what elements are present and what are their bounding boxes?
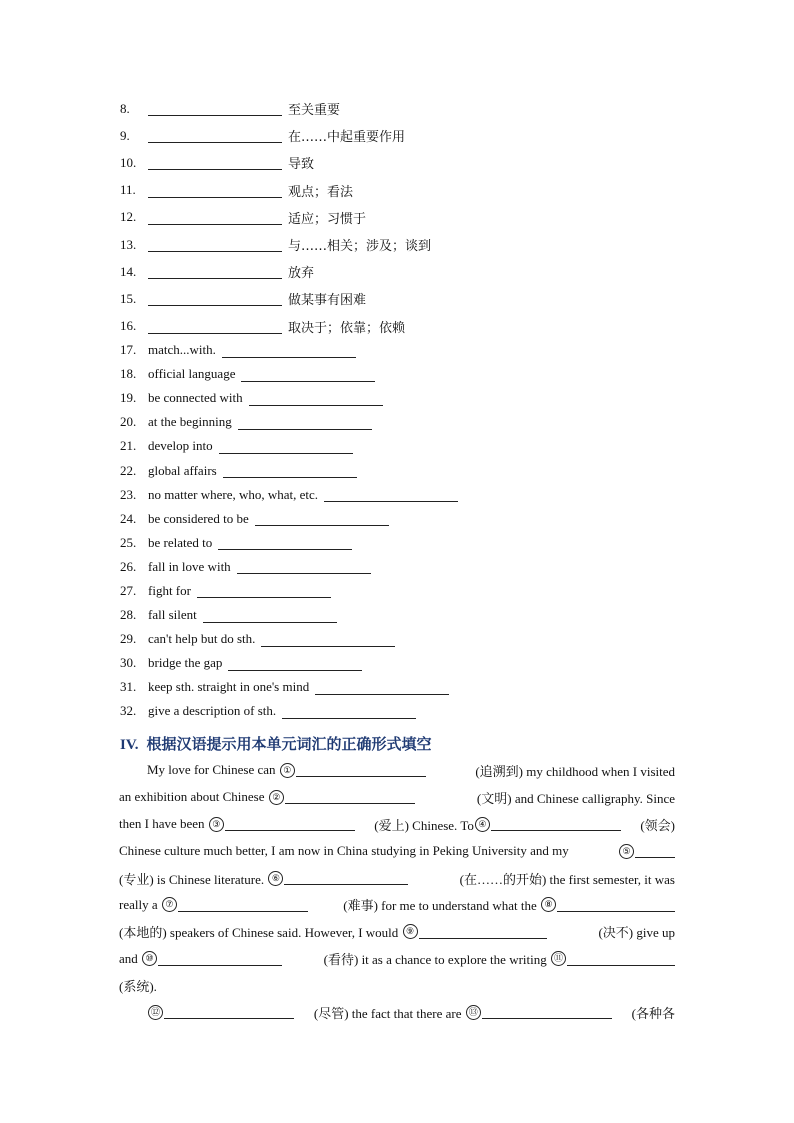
answer-blank[interactable]	[222, 343, 356, 358]
item-number: 25.	[120, 534, 137, 550]
list-item	[120, 675, 680, 699]
item-phrase: give a description of sth.	[148, 703, 277, 719]
passage-text: My love for Chinese can	[147, 762, 276, 778]
answer-blank[interactable]	[261, 632, 395, 647]
section-heading	[120, 733, 432, 754]
passage-text: (看待) it as a chance to explore the writing	[323, 952, 547, 968]
answer-blank[interactable]	[285, 790, 415, 804]
blank-number: ⑨	[403, 924, 418, 939]
answer-blank[interactable]	[635, 844, 675, 858]
answer-blank[interactable]	[148, 291, 282, 306]
item-prompt: 放弃	[288, 266, 315, 282]
passage-text: and	[119, 950, 138, 966]
answer-blank[interactable]	[491, 817, 621, 831]
blank-number: ⑫	[148, 1005, 163, 1020]
answer-blank[interactable]	[419, 925, 547, 939]
passage-line	[119, 757, 675, 784]
item-prompt: 取决于；依靠；依赖	[288, 320, 406, 336]
item-number: 10.	[120, 154, 137, 170]
item-phrase: fall in love with	[148, 558, 231, 574]
english-phrase-list	[120, 338, 680, 724]
item-number: 26.	[120, 558, 137, 574]
item-number: 14.	[120, 263, 137, 279]
item-number: 19.	[120, 390, 137, 406]
answer-blank[interactable]	[218, 535, 352, 550]
list-item	[120, 149, 680, 176]
item-phrase: be related to	[148, 534, 213, 550]
answer-blank[interactable]	[203, 608, 337, 623]
answer-blank[interactable]	[148, 128, 282, 143]
answer-blank[interactable]	[482, 1005, 612, 1019]
blank-number: ⑤	[619, 844, 634, 859]
list-item	[120, 122, 680, 149]
answer-blank[interactable]	[148, 210, 282, 225]
item-prompt: 与……相关；涉及；谈到	[288, 239, 432, 255]
blank-number: ⑪	[551, 951, 566, 966]
list-item	[120, 651, 680, 675]
item-prompt: 在……中起重要作用	[288, 130, 406, 146]
list-item	[120, 231, 680, 258]
passage-line	[119, 865, 675, 892]
item-number: 32.	[120, 703, 137, 719]
list-item	[120, 458, 680, 482]
answer-blank[interactable]	[237, 559, 371, 574]
passage-text: Chinese culture much better, I am now in China studying in Peking University and my	[119, 843, 569, 859]
blank-number: ⑩	[142, 951, 157, 966]
passage-line	[119, 891, 675, 918]
blank-number: ⑬	[466, 1005, 481, 1020]
passage-text: then I have been	[119, 816, 205, 832]
list-item	[120, 699, 680, 723]
item-number: 27.	[120, 582, 137, 598]
answer-blank[interactable]	[148, 237, 282, 252]
list-item	[120, 603, 680, 627]
list-item	[120, 627, 680, 651]
item-number: 9.	[120, 127, 130, 143]
item-number: 22.	[120, 462, 137, 478]
item-phrase: match...with.	[148, 342, 216, 358]
passage-line	[119, 838, 675, 865]
item-number: 11.	[120, 182, 136, 198]
passage-line	[119, 972, 675, 999]
answer-blank[interactable]	[296, 763, 426, 777]
item-prompt: 至关重要	[288, 103, 341, 119]
item-phrase: bridge the gap	[148, 655, 223, 671]
passage-text: (本地的) speakers of Chinese said. However, I would	[119, 925, 399, 941]
answer-blank[interactable]	[228, 656, 362, 671]
chinese-prompt-list	[120, 95, 680, 340]
passage-line	[119, 784, 675, 811]
passage-line	[119, 945, 675, 972]
list-item	[120, 507, 680, 531]
item-phrase: be considered to be	[148, 510, 249, 526]
passage-text: (难事) for me to understand what the	[343, 898, 537, 914]
item-number: 20.	[120, 414, 137, 430]
item-phrase: be connected with	[148, 390, 243, 406]
item-number: 8.	[120, 100, 130, 116]
item-prompt: 适应；习惯于	[288, 211, 367, 227]
answer-blank[interactable]	[148, 155, 282, 170]
answer-blank[interactable]	[315, 680, 449, 695]
passage-text: (文明) and Chinese calligraphy. Since	[476, 790, 675, 806]
passage-text: really a	[119, 896, 158, 912]
item-number: 17.	[120, 342, 137, 358]
list-item	[120, 313, 680, 340]
section-number: IV.	[120, 737, 139, 753]
list-item	[120, 483, 680, 507]
item-prompt: 导致	[288, 157, 315, 173]
item-phrase: global affairs	[148, 462, 217, 478]
passage-text: (系统).	[119, 979, 157, 995]
passage-line	[119, 918, 675, 945]
answer-blank[interactable]	[255, 511, 389, 526]
answer-blank[interactable]	[164, 1005, 294, 1019]
item-number: 30.	[120, 655, 137, 671]
item-phrase: at the beginning	[148, 414, 232, 430]
answer-blank[interactable]	[557, 898, 675, 912]
list-item	[120, 95, 680, 122]
blank-number: ③	[209, 817, 224, 832]
item-prompt: 做某事有困难	[288, 293, 367, 309]
item-number: 28.	[120, 607, 137, 623]
item-number: 12.	[120, 209, 137, 225]
item-phrase: no matter where, who, what, etc.	[148, 486, 319, 502]
item-phrase: can't help but do sth.	[148, 631, 256, 647]
blank-number: ⑦	[162, 897, 177, 912]
item-number: 13.	[120, 236, 137, 252]
answer-blank[interactable]	[324, 487, 458, 502]
item-number: 24.	[120, 510, 137, 526]
answer-blank[interactable]	[284, 871, 408, 885]
passage-text: an exhibition about Chinese	[119, 789, 265, 805]
answer-blank[interactable]	[282, 704, 416, 719]
item-phrase: fight for	[148, 582, 191, 598]
passage-line	[119, 811, 675, 838]
list-item	[120, 386, 680, 410]
answer-blank[interactable]	[241, 367, 375, 382]
item-phrase: keep sth. straight in one's mind	[148, 679, 310, 695]
passage-text: (爱上) Chinese. To	[374, 817, 474, 833]
item-number: 16.	[120, 318, 137, 334]
list-item	[120, 434, 680, 458]
passage-text: (领会)	[640, 817, 675, 833]
list-item	[120, 579, 680, 603]
item-prompt: 观点；看法	[288, 184, 354, 200]
list-item	[120, 555, 680, 579]
answer-blank[interactable]	[158, 952, 282, 966]
answer-blank[interactable]	[567, 952, 675, 966]
passage-text: (在……的开始) the first semester, it was	[459, 871, 675, 887]
passage-text: (各种各	[631, 1005, 675, 1021]
blank-number: ⑥	[268, 871, 283, 886]
answer-blank[interactable]	[223, 463, 357, 478]
cloze-passage	[119, 757, 675, 1026]
item-number: 23.	[120, 486, 137, 502]
list-item	[120, 531, 680, 555]
list-item	[120, 258, 680, 285]
answer-blank[interactable]	[148, 264, 282, 279]
item-phrase: official language	[148, 366, 236, 382]
list-item	[120, 177, 680, 204]
item-number: 15.	[120, 290, 137, 306]
item-number: 21.	[120, 438, 137, 454]
item-phrase: develop into	[148, 438, 213, 454]
blank-number: ⑧	[541, 897, 556, 912]
answer-blank[interactable]	[225, 817, 355, 831]
answer-blank[interactable]	[238, 415, 372, 430]
list-item	[120, 362, 680, 386]
item-number: 29.	[120, 631, 137, 647]
answer-blank[interactable]	[197, 583, 331, 598]
list-item	[120, 285, 680, 312]
section-title: 根据汉语提示用本单元词汇的正确形式填空	[146, 735, 432, 753]
item-phrase: fall silent	[148, 607, 197, 623]
answer-blank[interactable]	[249, 391, 383, 406]
item-number: 18.	[120, 366, 137, 382]
passage-text: (尽管) the fact that there are	[313, 1005, 462, 1021]
answer-blank[interactable]	[178, 898, 308, 912]
blank-number: ④	[475, 817, 490, 832]
passage-text: (决不) give up	[598, 925, 675, 941]
passage-text: (专业) is Chinese literature.	[119, 871, 265, 887]
list-item	[120, 410, 680, 434]
passage-text: (追溯到) my childhood when I visited	[475, 763, 675, 779]
answer-blank[interactable]	[148, 183, 282, 198]
answer-blank[interactable]	[219, 439, 353, 454]
list-item	[120, 338, 680, 362]
item-number: 31.	[120, 679, 137, 695]
blank-number: ②	[269, 790, 284, 805]
answer-blank[interactable]	[148, 101, 282, 116]
answer-blank[interactable]	[148, 319, 282, 334]
passage-line	[119, 999, 675, 1026]
blank-number: ①	[280, 763, 295, 778]
list-item	[120, 204, 680, 231]
